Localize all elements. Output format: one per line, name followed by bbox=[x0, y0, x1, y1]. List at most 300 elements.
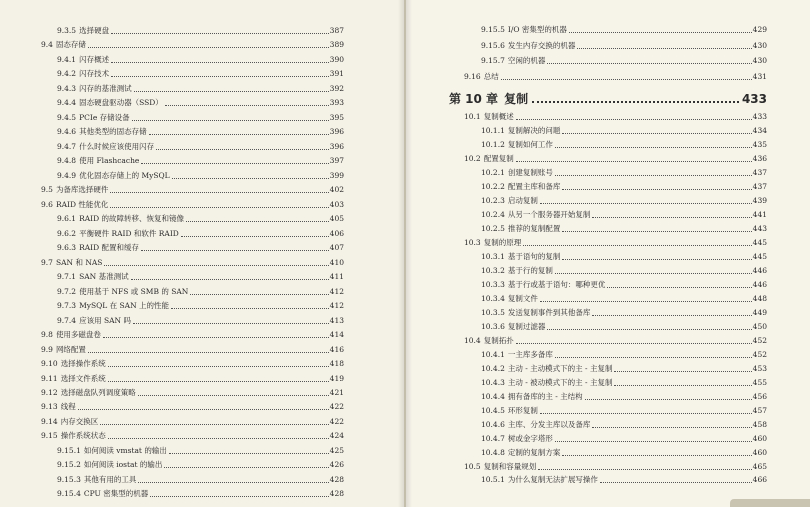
toc-leader-dots bbox=[547, 63, 751, 64]
toc-entry-number: 10.3.5 bbox=[481, 307, 505, 317]
toc-entry[interactable] bbox=[481, 474, 767, 486]
toc-leader-dots bbox=[190, 294, 328, 295]
toc-entry-title: 启动复制 bbox=[507, 195, 538, 205]
toc-entry-title: 选择操作系统 bbox=[60, 359, 106, 369]
toc-leader-dots bbox=[540, 301, 752, 302]
toc-leader-dots bbox=[110, 192, 328, 193]
toc-entry[interactable] bbox=[57, 488, 344, 500]
toc-entry[interactable] bbox=[481, 195, 767, 207]
toc-entry-title: 操作系统状态 bbox=[60, 431, 106, 441]
toc-leader-dots bbox=[186, 221, 329, 222]
toc-leader-dots bbox=[149, 134, 329, 135]
toc-entry-number: 9.4.2 bbox=[57, 69, 77, 79]
toc-entry-page-number: 429 bbox=[752, 25, 767, 34]
toc-entry-number: 9.9 bbox=[41, 344, 53, 354]
toc-entry-page-number: 445 bbox=[752, 237, 767, 247]
toc-leader-dots bbox=[600, 482, 752, 483]
toc-entry-page-number: 452 bbox=[752, 335, 767, 345]
toc-entry-title: 选择磁盘队列调度策略 bbox=[60, 388, 136, 397]
toc-entry-title: 主库、分发主库以及备库 bbox=[507, 419, 591, 429]
toc-leader-dots bbox=[592, 427, 751, 428]
toc-leader-dots bbox=[540, 203, 752, 204]
toc-entry-number: 9.4.1 bbox=[57, 54, 77, 64]
toc-entry[interactable] bbox=[57, 97, 344, 109]
chapter-leader-dots bbox=[532, 101, 739, 103]
toc-entry-page-number: 399 bbox=[329, 170, 344, 180]
toc-entry[interactable] bbox=[57, 445, 344, 457]
toc-entry-number: 9.7 bbox=[41, 257, 53, 267]
chapter-number: 第 10 章 bbox=[449, 92, 499, 106]
toc-entry[interactable] bbox=[57, 112, 344, 124]
toc-entry-page-number: 387 bbox=[329, 26, 344, 35]
toc-entry-title: 闪存概述 bbox=[79, 54, 110, 64]
toc-leader-dots bbox=[165, 105, 329, 106]
toc-leader-dots bbox=[577, 48, 751, 49]
toc-entry-page-number: 437 bbox=[752, 167, 767, 177]
toc-entry-page-number: 390 bbox=[329, 54, 344, 64]
toc-entry[interactable] bbox=[41, 358, 344, 370]
toc-entry-page-number: 441 bbox=[752, 209, 767, 219]
toc-entry-number: 9.15.5 bbox=[481, 25, 505, 34]
toc-entry-title: 空闲的机器 bbox=[507, 56, 546, 66]
toc-entry-number: 9.10 bbox=[41, 359, 58, 369]
toc-entry-title: 复制文件 bbox=[507, 293, 538, 303]
toc-entry-page-number: 395 bbox=[329, 112, 344, 122]
toc-entry-number: 10.1 bbox=[464, 112, 481, 121]
toc-entry-title: 复制的原理 bbox=[483, 237, 522, 247]
toc-entry-page-number: 466 bbox=[752, 475, 767, 485]
toc-entry-number: 9.15.6 bbox=[481, 40, 505, 50]
toc-entry-page-number: 391 bbox=[329, 69, 344, 79]
toc-entry-title: 选择文件系统 bbox=[60, 373, 106, 383]
toc-entry[interactable] bbox=[481, 24, 767, 36]
toc-entry-title: 应该用 SAN 吗 bbox=[79, 315, 131, 325]
toc-entry-number: 9.4.5 bbox=[57, 112, 77, 122]
toc-entry[interactable] bbox=[41, 401, 344, 413]
toc-entry-number: 9.7.3 bbox=[57, 301, 77, 311]
toc-entry-title: 树或金字塔形 bbox=[507, 433, 553, 443]
toc-entry-page-number: 424 bbox=[329, 431, 344, 441]
toc-entry-title: 复制解决的问题 bbox=[507, 125, 561, 135]
toc-leader-dots bbox=[88, 47, 329, 48]
toc-leader-dots bbox=[88, 352, 329, 353]
toc-leader-dots bbox=[592, 315, 751, 316]
toc-entry[interactable] bbox=[41, 184, 344, 196]
toc-entry-number: 9.15.4 bbox=[57, 489, 81, 499]
toc-entry-page-number: 414 bbox=[329, 330, 344, 340]
toc-entry-number: 10.4.8 bbox=[481, 447, 505, 457]
toc-leader-dots bbox=[181, 236, 329, 237]
toc-entry-number: 9.4.3 bbox=[57, 83, 77, 93]
toc-leader-dots bbox=[562, 189, 751, 190]
toc-entry-page-number: 396 bbox=[329, 127, 344, 137]
toc-entry-page-number: 446 bbox=[752, 265, 767, 275]
toc-entry-page-number: 428 bbox=[329, 489, 344, 499]
toc-leader-dots bbox=[141, 250, 329, 251]
toc-leader-dots bbox=[562, 259, 751, 260]
toc-entry-title: 发生内存交换的机器 bbox=[507, 40, 576, 50]
toc-entry-page-number: 449 bbox=[752, 307, 767, 317]
toc-entry-title: 使用 Flashcache bbox=[79, 156, 140, 166]
toc-entry-title: RAID 性能优化 bbox=[55, 199, 109, 209]
toc-entry[interactable] bbox=[481, 419, 767, 431]
toc-entry-number: 9.6 bbox=[41, 199, 53, 209]
toc-entry-number: 9.4 bbox=[41, 40, 53, 50]
toc-entry[interactable] bbox=[481, 125, 767, 137]
toc-entry-page-number: 450 bbox=[752, 321, 767, 331]
toc-entry-number: 10.4.2 bbox=[481, 363, 505, 373]
toc-entry[interactable] bbox=[57, 271, 344, 283]
toc-leader-dots bbox=[110, 207, 328, 208]
toc-entry[interactable] bbox=[481, 433, 767, 445]
toc-leader-dots bbox=[150, 496, 328, 497]
toc-entry-title: 推荐的复制配置 bbox=[507, 223, 561, 233]
toc-entry[interactable] bbox=[481, 447, 767, 459]
toc-entry[interactable] bbox=[481, 391, 767, 403]
toc-leader-dots bbox=[103, 337, 329, 338]
toc-entry-title: 复制如何工作 bbox=[507, 139, 553, 149]
toc-entry[interactable] bbox=[57, 213, 344, 225]
toc-entry-title: 如何阅读 iostat 的输出 bbox=[83, 460, 163, 470]
toc-entry-page-number: 422 bbox=[329, 402, 344, 412]
toc-entry-page-number: 405 bbox=[329, 214, 344, 224]
toc-entry-page-number: 456 bbox=[752, 391, 767, 401]
toc-entry[interactable] bbox=[481, 139, 767, 151]
toc-entry[interactable] bbox=[41, 39, 344, 51]
toc-entry-number: 10.3.6 bbox=[481, 321, 505, 331]
toc-entry-title: 基于行的复制 bbox=[507, 265, 553, 275]
toc-leader-dots bbox=[592, 217, 751, 218]
toc-entry-page-number: 428 bbox=[329, 474, 344, 484]
toc-entry-page-number: 397 bbox=[329, 156, 344, 166]
toc-entry-number: 10.1.1 bbox=[481, 125, 505, 135]
toc-leader-dots bbox=[164, 467, 328, 468]
toc-entry-title: 从另一个服务器开始复制 bbox=[507, 209, 591, 219]
toc-leader-dots bbox=[111, 33, 329, 34]
toc-entry[interactable] bbox=[481, 307, 767, 319]
toc-entry[interactable] bbox=[57, 286, 344, 298]
toc-leader-dots bbox=[516, 343, 752, 344]
toc-entry[interactable] bbox=[464, 237, 767, 249]
toc-leader-dots bbox=[108, 366, 329, 367]
toc-leader-dots bbox=[555, 273, 752, 274]
toc-entry-number: 10.2.2 bbox=[481, 181, 505, 191]
toc-entry-page-number: 452 bbox=[752, 349, 767, 359]
toc-entry[interactable] bbox=[481, 293, 767, 305]
toc-entry-page-number: 460 bbox=[752, 433, 767, 443]
toc-entry[interactable] bbox=[57, 25, 344, 37]
toc-entry-page-number: 448 bbox=[752, 293, 767, 303]
toc-leader-dots bbox=[555, 175, 752, 176]
toc-entry-page-number: 426 bbox=[329, 460, 344, 470]
toc-entry-title: 复制和容量规划 bbox=[483, 461, 537, 471]
toc-entry[interactable] bbox=[481, 265, 767, 277]
toc-entry-number: 10.2 bbox=[464, 153, 481, 163]
toc-entry-page-number: 445 bbox=[752, 251, 767, 261]
toc-entry[interactable] bbox=[57, 459, 344, 471]
toc-entry-page-number: 457 bbox=[752, 405, 767, 415]
toc-entry-number: 9.16 bbox=[464, 72, 481, 81]
toc-entry[interactable] bbox=[57, 242, 344, 254]
toc-entry-number: 10.4.3 bbox=[481, 377, 505, 387]
toc-entry-title: 定制的复制方案 bbox=[507, 447, 561, 457]
toc-entry-page-number: 453 bbox=[752, 363, 767, 373]
toc-leader-dots bbox=[585, 399, 752, 400]
toc-entry-number: 10.4.6 bbox=[481, 419, 505, 429]
toc-entry-page-number: 437 bbox=[752, 181, 767, 191]
toc-entry-number: 10.5 bbox=[464, 461, 481, 471]
toc-entry-number: 9.15 bbox=[41, 431, 58, 441]
toc-entry-number: 9.7.4 bbox=[57, 315, 77, 325]
toc-entry-title: SAN 和 NAS bbox=[55, 257, 103, 267]
toc-entry-page-number: 434 bbox=[752, 125, 767, 135]
toc-entry[interactable] bbox=[57, 126, 344, 138]
toc-entry[interactable] bbox=[481, 55, 767, 67]
toc-entry[interactable] bbox=[481, 363, 767, 375]
toc-entry-page-number: 460 bbox=[752, 447, 767, 457]
toc-entry-title: 闪存的基准测试 bbox=[79, 83, 132, 93]
toc-entry-page-number: 389 bbox=[329, 40, 344, 50]
toc-leader-dots bbox=[100, 424, 328, 425]
toc-entry-title: 线程 bbox=[60, 402, 76, 412]
toc-entry-number: 10.5.1 bbox=[481, 475, 505, 485]
toc-entry[interactable] bbox=[57, 54, 344, 66]
toc-entry-number: 9.4.7 bbox=[57, 141, 77, 151]
toc-entry-title: PCIe 存储设备 bbox=[79, 112, 130, 122]
toc-entry-page-number: 407 bbox=[329, 243, 344, 253]
toc-entry[interactable] bbox=[57, 83, 344, 95]
toc-entry-number: 10.2.4 bbox=[481, 209, 505, 219]
toc-entry-number: 10.3.4 bbox=[481, 293, 505, 303]
toc-entry[interactable] bbox=[57, 315, 344, 327]
toc-leader-dots bbox=[555, 357, 752, 358]
toc-entry-title: 固态硬盘驱动器（SSD） bbox=[79, 98, 163, 108]
toc-entry[interactable] bbox=[57, 141, 344, 153]
toc-leader-dots bbox=[562, 133, 751, 134]
toc-leader-dots bbox=[562, 455, 751, 456]
toc-entry-page-number: 393 bbox=[329, 98, 344, 108]
toc-entry-page-number: 416 bbox=[329, 344, 344, 354]
toc-entry-number: 9.15.2 bbox=[57, 460, 81, 470]
toc-entry-page-number: 433 bbox=[752, 112, 767, 121]
toc-entry-title: I/O 密集型的机器 bbox=[507, 25, 567, 34]
toc-entry-number: 9.14 bbox=[41, 416, 58, 426]
toc-entry[interactable] bbox=[481, 181, 767, 193]
toc-entry-title: 主动 - 被动模式下的主 - 主复制 bbox=[507, 377, 613, 387]
toc-entry-number: 10.2.1 bbox=[481, 167, 505, 177]
toc-leader-dots bbox=[523, 245, 751, 246]
toc-entry-title: 为什么复制无法扩展写操作 bbox=[507, 475, 598, 485]
toc-entry-number: 10.3.3 bbox=[481, 279, 505, 289]
toc-entry[interactable] bbox=[464, 71, 767, 83]
toc-entry[interactable] bbox=[481, 167, 767, 179]
toc-entry-number: 9.4.4 bbox=[57, 98, 77, 108]
book-gutter bbox=[398, 0, 412, 507]
toc-leader-dots bbox=[555, 441, 752, 442]
toc-entry-title: 复制概述 bbox=[483, 112, 514, 121]
toc-leader-dots bbox=[111, 62, 329, 63]
toc-entry-page-number: 425 bbox=[329, 445, 344, 455]
chapter-heading[interactable] bbox=[449, 90, 767, 108]
toc-entry[interactable] bbox=[481, 251, 767, 263]
toc-entry-number: 9.3.5 bbox=[57, 26, 77, 35]
toc-entry-page-number: 430 bbox=[752, 40, 767, 50]
toc-leader-dots bbox=[171, 308, 329, 309]
toc-entry-title: 如何阅读 vmstat 的输出 bbox=[83, 445, 167, 455]
toc-entry-title: 使用基于 NFS 或 SMB 的 SAN bbox=[79, 286, 189, 296]
toc-leader-dots bbox=[172, 178, 329, 179]
toc-entry-number: 10.3 bbox=[464, 237, 481, 247]
toc-entry[interactable] bbox=[41, 344, 344, 356]
toc-leader-dots bbox=[134, 91, 329, 92]
toc-leader-dots bbox=[138, 482, 328, 483]
toc-entry-title: 其他有用的工具 bbox=[83, 474, 137, 484]
toc-leader-dots bbox=[133, 323, 329, 324]
toc-leader-dots bbox=[538, 469, 751, 470]
toc-entry[interactable] bbox=[481, 377, 767, 389]
toc-entry[interactable] bbox=[41, 199, 344, 211]
toc-entry-number: 9.12 bbox=[41, 388, 58, 397]
toc-entry-title: 固态存储 bbox=[55, 40, 86, 50]
toc-entry-page-number: 396 bbox=[329, 141, 344, 151]
toc-leader-dots bbox=[501, 79, 752, 80]
toc-entry-title: 基于行或基于语句：哪种更优 bbox=[507, 279, 606, 289]
toc-entry-number: 9.11 bbox=[41, 373, 58, 383]
toc-entry-page-number: 411 bbox=[329, 272, 344, 282]
toc-entry[interactable] bbox=[41, 257, 344, 269]
toc-entry-title: 平衡硬件 RAID 和软件 RAID bbox=[79, 228, 179, 238]
toc-entry-title: 其他类型的固态存储 bbox=[79, 127, 147, 137]
toc-entry-page-number: 446 bbox=[752, 279, 767, 289]
toc-entry-title: 环形复制 bbox=[507, 405, 538, 415]
toc-entry[interactable] bbox=[57, 300, 344, 312]
toc-leader-dots bbox=[138, 395, 329, 396]
toc-leader-dots bbox=[108, 438, 329, 439]
toc-entry-page-number: 430 bbox=[752, 56, 767, 66]
toc-entry[interactable] bbox=[41, 430, 344, 442]
toc-entry-number: 9.4.8 bbox=[57, 156, 77, 166]
toc-entry[interactable] bbox=[57, 228, 344, 240]
toc-leader-dots bbox=[614, 385, 751, 386]
toc-entry-number: 10.1.2 bbox=[481, 139, 505, 149]
toc-entry-page-number: 455 bbox=[752, 377, 767, 387]
toc-leader-dots bbox=[132, 120, 329, 121]
toc-entry[interactable] bbox=[481, 209, 767, 221]
toc-entry-number: 9.4.6 bbox=[57, 127, 77, 137]
toc-entry-number: 9.15.3 bbox=[57, 474, 81, 484]
toc-entry[interactable] bbox=[481, 223, 767, 235]
toc-entry[interactable] bbox=[464, 461, 767, 473]
toc-entry-page-number: 410 bbox=[329, 257, 344, 267]
toc-entry-page-number: 439 bbox=[752, 195, 767, 205]
toc-entry-number: 10.4.5 bbox=[481, 405, 505, 415]
toc-entry-title: 什么时候应该使用闪存 bbox=[79, 141, 155, 151]
toc-entry-title: 发送复制事件到其他备库 bbox=[507, 307, 591, 317]
toc-entry-title: 复制过滤器 bbox=[507, 321, 546, 331]
toc-entry-title: 内存交换区 bbox=[60, 416, 99, 426]
toc-entry[interactable] bbox=[57, 68, 344, 80]
toc-entry-page-number: 421 bbox=[329, 388, 344, 397]
toc-entry-page-number: 431 bbox=[752, 72, 767, 81]
toc-entry-page-number: 412 bbox=[329, 301, 344, 311]
toc-entry-number: 9.7.2 bbox=[57, 286, 77, 296]
toc-leader-dots bbox=[111, 76, 329, 77]
toc-entry-number: 10.4 bbox=[464, 335, 481, 345]
chapter-page-number: 433 bbox=[741, 92, 767, 106]
toc-leader-dots bbox=[78, 409, 329, 410]
toc-entry-title: 使用多磁盘卷 bbox=[55, 330, 101, 340]
toc-entry-title: 基于语句的复制 bbox=[507, 251, 561, 261]
toc-entry-title: 优化固态存储上的 MySQL bbox=[79, 170, 170, 180]
toc-entry-number: 9.5 bbox=[41, 185, 53, 195]
toc-entry-page-number: 419 bbox=[329, 373, 344, 383]
toc-entry-title: 网络配置 bbox=[55, 344, 86, 354]
toc-entry[interactable] bbox=[464, 111, 767, 123]
toc-entry[interactable] bbox=[57, 170, 344, 182]
toc-entry[interactable] bbox=[481, 405, 767, 417]
toc-entry[interactable] bbox=[481, 279, 767, 291]
toc-entry-title: SAN 基准测试 bbox=[79, 272, 129, 282]
toc-entry-number: 9.6.1 bbox=[57, 214, 77, 224]
toc-entry-title: RAID 的故障转移、恢复和镜像 bbox=[79, 214, 185, 224]
toc-entry-title: RAID 配置和缓存 bbox=[79, 243, 140, 253]
toc-entry-number: 9.6.2 bbox=[57, 228, 77, 238]
toc-leader-dots bbox=[156, 149, 329, 150]
toc-leader-dots bbox=[569, 32, 752, 33]
toc-entry[interactable] bbox=[41, 387, 344, 399]
toc-leader-dots bbox=[540, 413, 752, 414]
toc-entry[interactable] bbox=[41, 416, 344, 428]
toc-entry[interactable] bbox=[481, 40, 767, 52]
toc-entry-number: 10.2.5 bbox=[481, 223, 505, 233]
toc-entry-page-number: 402 bbox=[329, 185, 344, 195]
toc-entry-number: 9.4.9 bbox=[57, 170, 77, 180]
toc-entry[interactable] bbox=[57, 474, 344, 486]
toc-entry-title: CPU 密集型的机器 bbox=[83, 489, 149, 499]
toc-entry-page-number: 435 bbox=[752, 139, 767, 149]
toc-entry-page-number: 465 bbox=[752, 461, 767, 471]
toc-leader-dots bbox=[516, 161, 752, 162]
toc-entry-page-number: 418 bbox=[329, 359, 344, 369]
toc-entry[interactable] bbox=[41, 329, 344, 341]
toc-entry[interactable] bbox=[481, 321, 767, 333]
toc-entry-number: 10.3.1 bbox=[481, 251, 505, 261]
toc-entry[interactable] bbox=[41, 373, 344, 385]
toc-entry-number: 9.15.7 bbox=[481, 56, 505, 66]
toc-leader-dots bbox=[607, 287, 751, 288]
toc-leader-dots bbox=[555, 147, 752, 148]
toc-entry[interactable] bbox=[481, 349, 767, 361]
toc-entry[interactable] bbox=[464, 335, 767, 347]
toc-entry[interactable] bbox=[464, 153, 767, 165]
toc-entry[interactable] bbox=[57, 155, 344, 167]
toc-entry-page-number: 406 bbox=[329, 228, 344, 238]
toc-entry-page-number: 458 bbox=[752, 419, 767, 429]
toc-leader-dots bbox=[108, 381, 329, 382]
toc-entry-title: 选择硬盘 bbox=[79, 26, 110, 35]
toc-entry-title: 配置主库和备库 bbox=[507, 181, 561, 191]
toc-leader-dots bbox=[547, 329, 751, 330]
toc-entry-page-number: 413 bbox=[329, 315, 344, 325]
toc-leader-dots bbox=[614, 371, 751, 372]
toc-entry-title: 复制拓扑 bbox=[483, 335, 514, 345]
toc-entry-title: 配置复制 bbox=[483, 153, 514, 163]
toc-entry-number: 10.4.7 bbox=[481, 433, 505, 443]
toc-entry-page-number: 392 bbox=[329, 83, 344, 93]
toc-entry-title: 为备库选择硬件 bbox=[55, 185, 109, 195]
page-corner-tab bbox=[730, 499, 810, 507]
toc-leader-dots bbox=[141, 163, 328, 164]
